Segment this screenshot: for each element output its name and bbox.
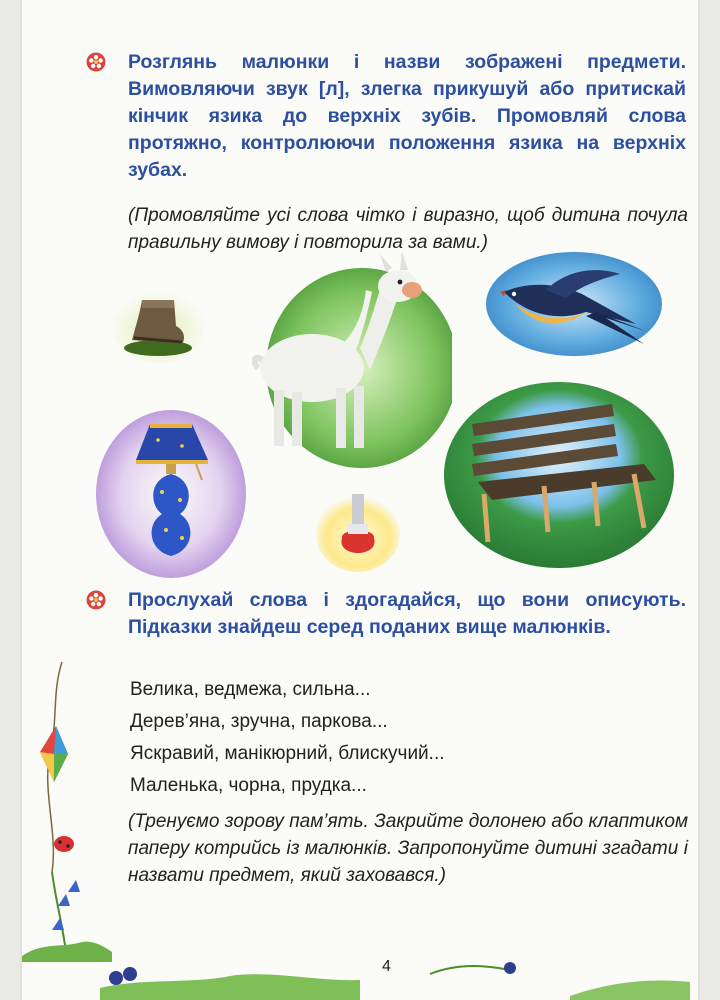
- bench-icon: [444, 382, 674, 568]
- task1-note: (Промовляйте усі слова чітко і виразно, щоб дитина почула правильну вимову і повторила за вами.): [128, 205, 688, 253]
- lamp-icon: [96, 410, 246, 578]
- swallow-icon: [486, 252, 662, 356]
- nail-polish-icon: [316, 488, 400, 574]
- llama-icon: [252, 250, 452, 472]
- flower-bullet-icon: [86, 52, 106, 72]
- grass-berries-decoration-icon: [100, 948, 690, 1000]
- riddle-4: Маленька, чорна, прудка...: [130, 775, 367, 796]
- riddle-2: Дерев’яна, зручна, паркова...: [130, 711, 388, 732]
- kite-flowers-decoration-icon: [22, 662, 112, 962]
- task2-instruction: Прослухай слова і здогадайся, що вони описують. Підказки знайдеш серед поданих вище малюнків.: [128, 589, 686, 638]
- riddle-1: Велика, ведмежа, сильна...: [130, 679, 371, 700]
- riddle-3: Яскравий, манікюрний, блискучий...: [130, 743, 445, 764]
- task1-instruction: Розглянь малюнки і назви зображені предмети. Вимовляючи звук [л], злегка прикушуй або притискай кінчик язика до верхніх зубів. Промовляй слова протяжно, контролюючи положення язика на верхніх зубах.: [128, 51, 686, 181]
- boot-icon: [112, 282, 204, 364]
- flower-bullet-icon: [86, 590, 106, 610]
- task2-note: (Тренуємо зорову пам’ять. Закрийте долонею або клаптиком паперу котрийсь із малюнків. Запропонуйте дитині згадати і назвати предмет, який заховався.): [128, 811, 688, 886]
- page-number: 4: [382, 958, 391, 975]
